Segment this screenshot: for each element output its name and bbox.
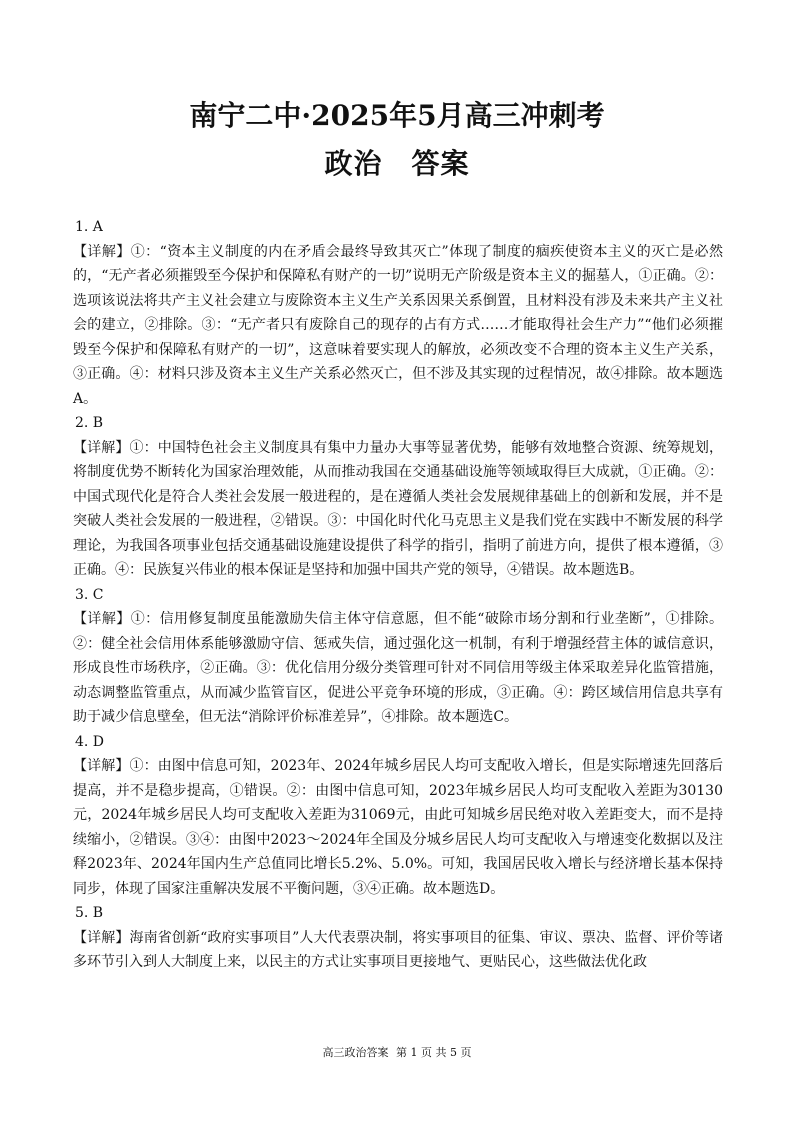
- page-title: 南宁二中·2025年5月高三冲刺考: [189, 99, 605, 132]
- page-subtitle: 政治 答案: [324, 147, 470, 180]
- question-block-3: [73, 583, 723, 730]
- question-block-1: [73, 215, 723, 411]
- question-number: 3. C: [75, 586, 104, 603]
- question-explanation: 【详解】①：“资本主义制度的内在矛盾会最终导致其灭亡”体现了制度的痼疾使资本主义的灭亡是必然的，“无产者必须摧毁至今保护和保障私有财产的一切”说明无产阶级是资本主义的掘墓人，①正确。②：选项该说法将共产主义社会建立与废除资本主义生产关系因果关系倒置，且材料没有涉及未来共产主义社会的建立，②排除。③：“无产者只有废除自己的现存的占有方式……才能取得社会生产力”“他们必须摧毁至今保护和保障私有财产的一切”，这意味着要实现人的解放，必须改变不合理的资本主义生产关系，③正确。④：材料只涉及资本主义生产关系必然灭亡，但不涉及其实现的过程情况，故④排除。故本题选A。: [73, 243, 723, 407]
- question-number: 2. B: [75, 415, 104, 431]
- question-explanation: 【详解】①：由图中信息可知，2023年、2024年城乡居民人均可支配收入增长，但是实际增速先回落后提高，并不是稳步提高，①错误。②：由图中信息可知，2023年城乡居民人均可支配收入差距为30130元，2024年城乡居民人均可支配收入差距为31069元，由此可知城乡居民绝对收入差距变大，而不是持续缩小，②错误。③④：由图中2023～2024年全国及分城乡居民人均可支配收入与增速变化数据以及注释2023年、2024年国内生产总值同比增长5.2%、5.0%。可知，我国居民收入增长与经济增长基本保持同步，体现了国家注重解决发展不平衡问题，③④正确。故本题选D。: [73, 758, 723, 897]
- footer-page-number: 第 1 页 共 5 页: [396, 1046, 472, 1059]
- question-block-4: [73, 730, 723, 902]
- question-explanation: 【详解】①：信用修复制度虽能激励失信主体守信意愿，但不能“破除市场分割和行业垄断”，①排除。②：健全社会信用体系能够激励守信、惩戒失信，通过强化这一机制，有利于增强经营主体的诚信意识，形成良性市场秩序，②正确。③：优化信用分级分类管理可针对不同信用等级主体采取差异化监管措施，动态调整监管重点，从而减少监管盲区，促进公平竞争环境的形成，③正确。④：跨区域信用信息共享有助于减少信息壁垒，但无法“消除评价标准差异”，④排除。故本题选C。: [73, 611, 723, 725]
- page-footer: [0, 1045, 794, 1061]
- question-number: 4. D: [75, 733, 105, 750]
- question-block-2: [73, 411, 723, 583]
- question-explanation: 【详解】①：中国特色社会主义制度具有集中力量办大事等显著优势，能够有效地整合资源、统筹规划，将制度优势不断转化为国家治理效能，从而推动我国在交通基础设施等领域取得巨大成就，①正确。②：中国式现代化是符合人类社会发展一般进程的，是在遵循人类社会发展规律基础上的创新和发展，并不是突破人类社会发展的一般进程，②错误。③：中国化时代化马克思主义是我们党在实践中不断发展的科学理论，为我国各项事业包括交通基础设施建设提供了科学的指引，指明了前进方向，提供了根本遵循，③正确。④：民族复兴伟业的根本保证是坚持和加强中国共产党的领导，④错误。故本题选B。: [73, 439, 723, 578]
- question-number: 5. B: [75, 905, 104, 921]
- answer-list: [73, 215, 723, 975]
- question-block-5: [73, 901, 723, 975]
- question-number: 1. A: [75, 219, 103, 235]
- question-explanation: 【详解】海南省创新“政府实事项目”人大代表票决制，将实事项目的征集、审议、票决、监督、评价等诸多环节引入到人大制度上来，以民主的方式让实事项目更接地气、更贴民心，这些做法优化政: [73, 929, 723, 970]
- footer-doc-name: 高三政治答案: [322, 1046, 389, 1059]
